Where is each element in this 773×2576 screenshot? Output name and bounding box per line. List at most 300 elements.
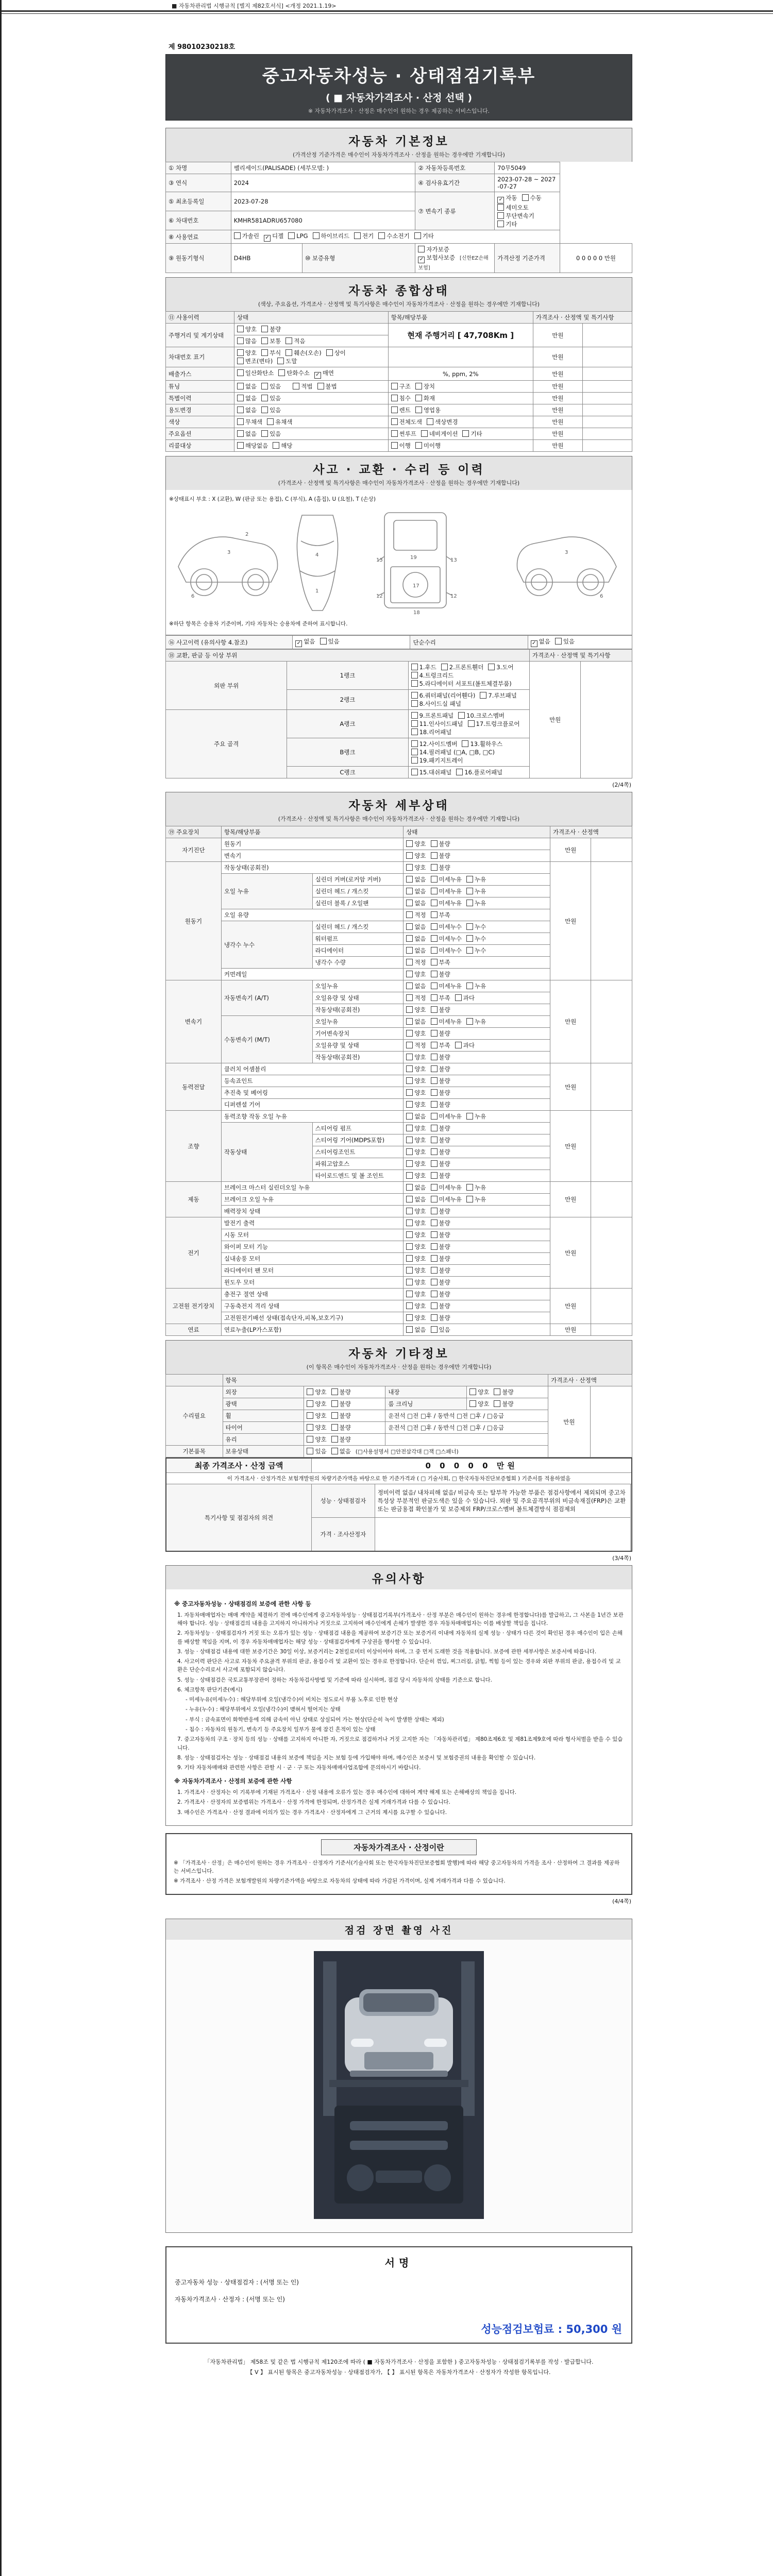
notice-item: 4. 사고이력 판단은 사고로 자동차 주요골격 부위의 판금, 용접수리 및 교환이 있는 경우로 한정합니다. 단순히 꺾임, 찌그러짐, 긁힘, 찍힘 등이 있는 경우와 외판 부위의 판금, 용접수리 및 교환은 단순수리로서 사고에 포함되지 않습니다.	[177, 1658, 621, 1673]
checkbox-불량[interactable]: 불량	[431, 1065, 450, 1073]
checkbox-매연[interactable]: ✓ 매연	[314, 369, 334, 379]
checkbox-box-icon	[431, 994, 438, 1001]
checkbox-box-icon	[431, 840, 438, 847]
checkbox-일산화탄소[interactable]: 일산화탄소	[237, 369, 274, 377]
checkbox-많음[interactable]: 많음	[237, 337, 257, 345]
checkbox-불량[interactable]: 불량	[431, 1266, 450, 1275]
checkbox-없음[interactable]: 없음	[237, 430, 257, 438]
checkbox-불량[interactable]: 불량	[431, 1160, 450, 1168]
checkbox-box-icon	[431, 982, 438, 989]
checkbox-양호[interactable]: 양호	[406, 1314, 426, 1322]
section-detail-title: 자동차 세부상태	[348, 799, 449, 812]
checkbox-썬루프[interactable]: 썬루프	[391, 430, 416, 438]
detail-price-unit: 만원	[550, 1324, 591, 1336]
checkbox-5.라디에이터 서포트(볼트체결부품)[interactable]: 5.라디에이터 서포트(볼트체결부품)	[411, 680, 512, 688]
checkbox-없음[interactable]: 없음	[406, 1112, 426, 1121]
checkbox-없음[interactable]: 없음	[406, 875, 426, 884]
summary-row-item	[388, 381, 533, 393]
checkbox-불량[interactable]: 불량	[431, 1255, 450, 1263]
summary-row-item	[388, 393, 533, 404]
checkbox-적정[interactable]: 적정	[406, 911, 426, 919]
photo-section-header	[165, 1919, 632, 1940]
checkbox-box-icon	[431, 959, 438, 965]
checkbox-양호[interactable]: 양호	[406, 1100, 426, 1109]
checkbox-상이[interactable]: 상이	[326, 349, 346, 357]
checkbox-양호[interactable]: 양호	[406, 1077, 426, 1085]
checkbox-없음[interactable]: 없음	[406, 982, 426, 990]
checkbox-양호[interactable]: 양호	[406, 1290, 426, 1298]
checkbox-없음[interactable]: 없음	[406, 1195, 426, 1204]
checkbox-탄화수소[interactable]: 탄화수소	[278, 369, 309, 377]
checkbox-불량[interactable]: 불량	[431, 1089, 450, 1097]
checkbox-불량[interactable]: 불량	[431, 1278, 450, 1286]
detail-state-options	[404, 1158, 550, 1170]
detail-item-label: 클러치 어셈블리	[221, 1063, 403, 1075]
checkbox-양호[interactable]: 양호	[307, 1388, 326, 1396]
checkbox-양호[interactable]: 양호	[406, 852, 426, 860]
checkbox-box-icon	[331, 1424, 338, 1431]
checkbox-적정[interactable]: 적정	[406, 1041, 426, 1049]
svg-text:4: 4	[315, 552, 319, 558]
detail-item-label: 실린더 헤드 / 개스킷	[312, 886, 404, 897]
notice-subitem: - 부식 : 금속표면이 화학반응에 의해 금속이 아닌 상태로 상실되어 가는 현상(단순히 녹이 발생한 상태는 제외)	[186, 1716, 444, 1723]
checkbox-불량[interactable]: 불량	[431, 1148, 450, 1156]
notice-item: 9. 기타 자동차매매와 관련한 사항은 관할 시 · 군 · 구 또는 자동차매매사업조합에 문의하시기 바랍니다.	[177, 1765, 421, 1771]
summary-price-unit: 만원	[533, 393, 582, 404]
checkbox-불량[interactable]: 불량	[431, 1100, 450, 1109]
page-title: 중고자동차성능 · 상태점검기록부	[262, 66, 536, 87]
checkbox-해당없음[interactable]: 해당없음	[237, 442, 268, 450]
detail-remark	[591, 1324, 632, 1336]
etc-item-empty	[385, 1434, 548, 1446]
checkbox-불법[interactable]: 불법	[317, 382, 337, 391]
checkbox-해당[interactable]: 해당	[273, 442, 292, 450]
checkbox-디젤[interactable]: ✓ 디젤	[264, 232, 283, 242]
checkbox-box-icon	[431, 888, 438, 894]
checkbox-LPG[interactable]: LPG	[288, 232, 308, 240]
checkbox-누유[interactable]: 누유	[466, 887, 486, 895]
checkbox-양호[interactable]: 양호	[406, 970, 426, 978]
checkbox-미세누수[interactable]: 미세누수	[431, 935, 462, 943]
checkbox-불량[interactable]: 불량	[431, 852, 450, 860]
checkbox-불량[interactable]: 불량	[431, 1207, 450, 1215]
checkbox-불량[interactable]: 불량	[331, 1435, 351, 1444]
checkbox-양호[interactable]: 양호	[307, 1435, 326, 1444]
detail-sub-label: 냉각수 누수	[221, 921, 312, 969]
checkbox-box-icon	[466, 1018, 473, 1025]
checkbox-부족[interactable]: 부족	[431, 1041, 450, 1049]
checkbox-누유[interactable]: 누유	[466, 1112, 486, 1121]
checkbox-보통[interactable]: 보통	[261, 337, 281, 345]
checkbox-누수[interactable]: 누수	[466, 935, 486, 943]
checkbox-양호[interactable]: 양호	[406, 1278, 426, 1286]
checkbox-도말[interactable]: 도말	[277, 357, 297, 365]
detail-col-price: 가격조사 · 산정액	[550, 826, 632, 838]
checkbox-19.패키지트레이[interactable]: 19.패키지트레이	[411, 756, 463, 765]
checkbox-box-icon	[406, 1279, 413, 1285]
checkbox-양호[interactable]: 양호	[406, 1255, 426, 1263]
checkbox-보험사보증[interactable]: ✓ 보험사보증	[418, 253, 455, 263]
checkbox-미세누유[interactable]: 미세누유	[431, 1018, 462, 1026]
checkbox-전기[interactable]: 전기	[354, 232, 374, 240]
checkbox-불량[interactable]: 불량	[331, 1423, 351, 1432]
checkbox-있음[interactable]: 있음	[320, 637, 340, 646]
detail-state-options	[404, 1087, 550, 1099]
checkbox-미세누수[interactable]: 미세누수	[431, 923, 462, 931]
checkbox-불량[interactable]: 불량	[431, 840, 450, 848]
checkbox-양호[interactable]: 양호	[406, 1207, 426, 1215]
checkbox-box-icon	[406, 1243, 413, 1250]
checkbox-box-icon	[406, 1255, 413, 1262]
checkbox-부식[interactable]: 부식	[261, 349, 281, 357]
checkbox-유채색[interactable]: 유채색	[267, 418, 292, 426]
summary-price-unit: 만원	[533, 381, 582, 393]
checkbox-영업용[interactable]: 영업용	[415, 406, 441, 414]
checkbox-미세누유[interactable]: 미세누유	[431, 982, 462, 990]
checkbox-수소전기[interactable]: 수소전기	[378, 232, 409, 240]
checkbox-불량[interactable]: 불량	[431, 1219, 450, 1227]
checkbox-과다[interactable]: 과다	[455, 1041, 475, 1049]
checkbox-있음[interactable]: 있음	[261, 430, 281, 438]
checkbox-훼손(오손)[interactable]: 훼손(오손)	[285, 349, 321, 357]
checkbox-없음[interactable]: 없음	[406, 887, 426, 895]
checkbox-미세누유[interactable]: 미세누유	[431, 1112, 462, 1121]
checkbox-양호[interactable]: 양호	[469, 1388, 489, 1396]
checkbox-양호[interactable]: 양호	[307, 1400, 326, 1408]
checkbox-양호[interactable]: 양호	[469, 1400, 489, 1408]
checkbox-무단변속기[interactable]: 무단변속기	[497, 212, 534, 220]
checkbox-불량[interactable]: 불량	[431, 1077, 450, 1085]
engine-type-label: ⑨ 원동기형식	[166, 244, 231, 273]
checkbox-양호[interactable]: 양호	[406, 1065, 426, 1073]
checkbox-양호[interactable]: 양호	[406, 1302, 426, 1310]
detail-price-unit: 만원	[550, 980, 591, 1063]
checkbox-네비게이션[interactable]: 네비게이션	[421, 430, 458, 438]
checkbox-box-icon	[431, 1137, 438, 1143]
checkbox-자동[interactable]: ✓ 자동	[497, 194, 517, 204]
checkbox-없음[interactable]: 없음	[406, 899, 426, 907]
checkbox-렌트[interactable]: 렌트	[391, 406, 411, 414]
checkbox-양호[interactable]: 양호	[406, 1172, 426, 1180]
checkbox-box-icon	[462, 430, 469, 437]
detail-state-options	[404, 957, 550, 969]
svg-text:19: 19	[410, 555, 417, 561]
checkbox-양호[interactable]: 양호	[406, 840, 426, 848]
section-notice-title: 유의사항	[372, 1572, 426, 1586]
checkbox-과다[interactable]: 과다	[455, 994, 475, 1002]
checkbox-기타[interactable]: 기타	[414, 232, 434, 240]
checkbox-부족[interactable]: 부족	[431, 911, 450, 919]
checkbox-양호[interactable]: 양호	[406, 1029, 426, 1038]
svg-text:17: 17	[413, 583, 419, 589]
notice-subitem: - 침수 : 자동차의 원동기, 변속기 등 주요장치 일부가 물에 잠긴 흔적이 있는 상태	[186, 1726, 376, 1733]
checkbox-9.프론트패널[interactable]: 9.프론트패널	[411, 711, 454, 720]
checkbox-적정[interactable]: 적정	[406, 994, 426, 1002]
checkbox-구조[interactable]: 구조	[391, 382, 411, 391]
checkbox-불량[interactable]: 불량	[431, 863, 450, 872]
checkbox-없음[interactable]: ✓ 없음	[531, 637, 550, 647]
etc-item-a-options	[304, 1434, 385, 1446]
detail-state-options	[404, 874, 550, 886]
summary-price-unit: 만원	[533, 367, 582, 381]
checkbox-box-icon	[466, 982, 473, 989]
checkbox-box-icon	[494, 1388, 500, 1395]
checkbox-불량[interactable]: 불량	[431, 1029, 450, 1038]
checkbox-무채색[interactable]: 무채색	[237, 418, 262, 426]
checkbox-없음[interactable]: ✓ 없음	[295, 637, 315, 647]
checkbox-전체도색[interactable]: 전체도색	[391, 418, 422, 426]
checkbox-양호[interactable]: 양호	[406, 1231, 426, 1239]
remarks-appraiser-text	[375, 1518, 630, 1551]
checkbox-누유[interactable]: 누유	[466, 1195, 486, 1204]
checkbox-12.사이드멤버[interactable]: 12.사이드멤버	[411, 740, 458, 748]
checkbox-하이브리드[interactable]: 하이브리드	[313, 232, 350, 240]
checkbox-box-icon	[406, 876, 413, 883]
checkbox-불량[interactable]: 불량	[431, 1314, 450, 1322]
section-summary-header	[165, 277, 632, 311]
detail-item-label: 기어변속장치	[312, 1028, 404, 1040]
panel-parts	[408, 767, 529, 778]
checkbox-화재[interactable]: 화재	[415, 394, 435, 402]
checkbox-없음[interactable]: 없음	[237, 394, 257, 402]
checkbox-8.사이드실 패널[interactable]: 8.사이드실 패널	[411, 700, 461, 708]
checkbox-18.리어패널[interactable]: 18.리어패널	[411, 728, 452, 736]
checkbox-13.휠하우스[interactable]: 13.휠하우스	[462, 740, 502, 748]
checkbox-불량[interactable]: 불량	[261, 325, 281, 333]
detail-device-label: 원동기	[166, 862, 222, 980]
checkbox-불량[interactable]: 불량	[431, 1053, 450, 1061]
checkbox-미세누유[interactable]: 미세누유	[431, 887, 462, 895]
checkbox-양호[interactable]: 양호	[406, 1160, 426, 1168]
checkbox-양호[interactable]: 양호	[406, 1243, 426, 1251]
checkbox-적음[interactable]: 적음	[285, 337, 305, 345]
checkbox-색상변경[interactable]: 색상변경	[427, 418, 458, 426]
checkbox-불량[interactable]: 불량	[431, 1136, 450, 1144]
detail-col-state: 상태	[404, 826, 550, 838]
checkbox-box-icon	[431, 1077, 438, 1084]
detail-state-options	[404, 1253, 550, 1265]
checkbox-양호[interactable]: 양호	[406, 1136, 426, 1144]
summary-row-item	[388, 428, 533, 440]
checkbox-양호[interactable]: 양호	[406, 1089, 426, 1097]
checkbox-양호[interactable]: 양호	[406, 1266, 426, 1275]
checkbox-box-icon	[406, 971, 413, 977]
checkbox-불량[interactable]: 불량	[431, 1302, 450, 1310]
checkbox-미세누유[interactable]: 미세누유	[431, 899, 462, 907]
page-subtitle: ( ■ 자동차가격조사 · 산정 선택 )	[325, 92, 473, 104]
section-accident-note: (가격조사 · 산정액 및 특기사항은 매수인이 자동차가격조사 · 산정을 원하는 경우에만 기재합니다)	[278, 480, 520, 486]
checkbox-1.후드[interactable]: 1.후드	[411, 663, 436, 671]
detail-state-options	[404, 1229, 550, 1241]
checkbox-box-icon	[431, 1125, 438, 1131]
checkbox-box-icon	[462, 740, 468, 747]
detail-price-unit: 만원	[550, 1217, 591, 1289]
detail-state-options	[404, 1052, 550, 1063]
checkbox-양호[interactable]: 양호	[307, 1423, 326, 1432]
checkbox-없음[interactable]: 없음	[237, 406, 257, 414]
checkbox-box-icon	[261, 430, 268, 437]
notice-part2-title: ※ 자동차가격조사 · 산정의 보증에 관한 사항	[174, 1777, 292, 1785]
summary-row-label: 특별이력	[166, 393, 234, 404]
checkbox-있음[interactable]: 있음	[261, 394, 281, 402]
detail-state-table	[165, 826, 632, 1336]
checkbox-누수[interactable]: 누수	[466, 946, 486, 955]
checkbox-가솔린[interactable]: 가솔린	[234, 232, 259, 240]
checkbox-box-icon	[411, 728, 418, 735]
document-number: 제 98010230218호	[169, 43, 236, 51]
checkbox-적법[interactable]: 적법	[293, 382, 312, 391]
checkbox-box-icon	[431, 947, 438, 954]
svg-text:13: 13	[450, 557, 457, 563]
checkbox-미세누유[interactable]: 미세누유	[431, 875, 462, 884]
summary-col-use: ⑪ 사용이력	[166, 312, 234, 324]
checkbox-변조(변타)[interactable]: 변조(변타)	[237, 357, 273, 365]
checkbox-부족[interactable]: 부족	[431, 958, 450, 967]
checkbox-양호[interactable]: 양호	[237, 349, 257, 357]
summary-row-state	[234, 440, 388, 452]
checkbox-없음[interactable]: 없음	[406, 1183, 426, 1192]
detail-state-options	[404, 933, 550, 945]
checkbox-17.트렁크플로어[interactable]: 17.트렁크플로어	[468, 720, 520, 728]
engine-type-value: D4HB	[231, 244, 302, 273]
checkbox-box-icon	[406, 888, 413, 894]
section-summary-note: (색상, 주요옵션, 가격조사 · 산정액 및 특기사항은 매수인이 자동차가격조사 · 산정을 원하는 경우에만 기재합니다)	[258, 301, 540, 308]
checkbox-box-icon	[237, 326, 244, 332]
checkbox-불량[interactable]: 불량	[331, 1388, 351, 1396]
checkbox-7.루브패널[interactable]: 7.루브패널	[480, 691, 516, 700]
checkbox-불량[interactable]: 불량	[331, 1400, 351, 1408]
checkbox-적정[interactable]: 적정	[406, 958, 426, 967]
detail-item-label: 오일유량 및 상태	[312, 992, 404, 1004]
summary-row-item	[388, 416, 533, 428]
detail-remark	[591, 838, 632, 862]
checkbox-box-icon	[406, 911, 413, 918]
summary-state	[165, 311, 632, 452]
checkbox-box-icon	[261, 406, 268, 413]
summary-col-price: 가격조사 · 산정액 및 특기사항	[533, 312, 632, 324]
detail-item-label: 실린더 블록 / 오일팬	[312, 897, 404, 909]
checkbox-box-icon	[431, 1089, 438, 1096]
checkbox-누유[interactable]: 누유	[466, 982, 486, 990]
checkbox-불량[interactable]: 불량	[431, 1006, 450, 1014]
checkbox-11.인사이드패널[interactable]: 11.인사이드패널	[411, 720, 463, 728]
checkbox-장치[interactable]: 장치	[415, 382, 435, 391]
checkbox-양호[interactable]: 양호	[406, 1053, 426, 1061]
checkbox-box-icon	[317, 383, 324, 389]
checkbox-부족[interactable]: 부족	[431, 994, 450, 1002]
checkbox-10.크로스멤버[interactable]: 10.크로스멤버	[458, 711, 505, 720]
checkbox-침수[interactable]: 침수	[391, 394, 411, 402]
checkbox-양호[interactable]: 양호	[406, 1006, 426, 1014]
checkbox-box-icon	[406, 947, 413, 954]
checkbox-box-icon	[431, 852, 438, 859]
checkbox-15.대쉬패널[interactable]: 15.대쉬패널	[411, 768, 452, 776]
checkbox-16.플로어패널[interactable]: 16.플로어패널	[456, 768, 502, 776]
remarks-label: 특기사항 및 점검자의 의견	[166, 1484, 312, 1552]
checkbox-없음[interactable]: 없음	[406, 923, 426, 931]
detail-item-label: 오일누유	[312, 1016, 404, 1028]
checkbox-불량[interactable]: 불량	[431, 1124, 450, 1132]
checkbox-불량[interactable]: 불량	[431, 1172, 450, 1180]
checkbox-있음[interactable]: 있음	[307, 1447, 326, 1455]
etc-info-table	[165, 1374, 632, 1458]
title-banner	[165, 54, 632, 121]
checkbox-양호[interactable]: 양호	[406, 863, 426, 872]
detail-item-label: 변속기	[221, 850, 403, 862]
checkbox-4.트렁크리드[interactable]: 4.트렁크리드	[411, 671, 454, 680]
fuel-label: ⑧ 사용연료	[166, 230, 231, 244]
checkbox-불량[interactable]: 불량	[431, 970, 450, 978]
checkbox-2.프론트휀더[interactable]: 2.프론트휀더	[441, 663, 484, 671]
section-accident-title: 사고 · 교환 · 수리 등 이력	[313, 463, 485, 477]
checkbox-누유[interactable]: 누유	[466, 1018, 486, 1026]
checkbox-불량[interactable]: 불량	[494, 1388, 513, 1396]
checkbox-없음[interactable]: 없음	[237, 382, 257, 391]
checkbox-6.쿼터패널(리어휀다)[interactable]: 6.쿼터패널(리어휀다)	[411, 691, 476, 700]
checkbox-있음[interactable]: 있음	[261, 382, 281, 391]
checkbox-누유[interactable]: 누유	[466, 1183, 486, 1192]
checkbox-box-icon	[431, 1054, 438, 1060]
checkbox-양호[interactable]: 양호	[307, 1412, 326, 1420]
checkbox-box-icon	[237, 337, 244, 344]
checkbox-없음[interactable]: 없음	[406, 1326, 426, 1334]
checkbox-기타[interactable]: 기타	[462, 430, 482, 438]
checkbox-box-icon	[391, 406, 398, 413]
checkbox-미이행[interactable]: 미이행	[415, 442, 441, 450]
checkbox-불량[interactable]: 불량	[431, 1243, 450, 1251]
checkbox-양호[interactable]: 양호	[406, 1148, 426, 1156]
signature-box	[165, 2246, 632, 2344]
first-reg-value: 2023-07-28	[231, 192, 415, 211]
section-etc-header	[165, 1340, 632, 1374]
etc-basic-options	[304, 1446, 548, 1458]
checkbox-있음[interactable]: 있음	[555, 637, 575, 646]
checkbox-미세누유[interactable]: 미세누유	[431, 1195, 462, 1204]
checkbox-box-icon	[427, 418, 433, 425]
checkbox-불량[interactable]: 불량	[494, 1400, 513, 1408]
checkbox-14.필러패널 (□A, □B, □C)[interactable]: 14.필러패널 (□A, □B, □C)	[411, 748, 495, 756]
checkbox-누유[interactable]: 누유	[466, 875, 486, 884]
checkbox-누수[interactable]: 누수	[466, 923, 486, 931]
mileage-current	[388, 324, 533, 347]
checkbox-기타[interactable]: 기타	[497, 220, 517, 228]
checkbox-불량[interactable]: 불량	[431, 1231, 450, 1239]
checkbox-세미오토[interactable]: 세미오토	[497, 204, 528, 212]
checkbox-없음[interactable]: 없음	[406, 946, 426, 955]
checkbox-누유[interactable]: 누유	[466, 899, 486, 907]
checkbox-양호[interactable]: 양호	[406, 1219, 426, 1227]
checkbox-없음[interactable]: 없음	[331, 1447, 351, 1455]
checkbox-있음[interactable]: 있음	[431, 1326, 450, 1334]
checkbox-미세누수[interactable]: 미세누수	[431, 946, 462, 955]
checkbox-있음[interactable]: 있음	[261, 406, 281, 414]
checkbox-자가보증[interactable]: 자가보증	[418, 245, 449, 253]
checkbox-불량[interactable]: 불량	[331, 1412, 351, 1420]
svg-text:12: 12	[376, 594, 383, 599]
notice-item: 3. 매수인은 가격조사 · 산정 결과에 이의가 있는 경우 가격조사 · 산정자에게 그 근거의 제시를 요구할 수 있습니다.	[177, 1809, 447, 1816]
checkbox-box-icon	[406, 1184, 413, 1191]
checkbox-없음[interactable]: 없음	[406, 1018, 426, 1026]
checkbox-불량[interactable]: 불량	[431, 1290, 450, 1298]
checkbox-수동[interactable]: 수동	[522, 194, 542, 202]
checkbox-3.도어[interactable]: 3.도어	[488, 663, 513, 671]
checkbox-미세누유[interactable]: 미세누유	[431, 1183, 462, 1192]
checkbox-없음[interactable]: 없음	[406, 935, 426, 943]
checkbox-이행[interactable]: 이행	[391, 442, 411, 450]
checkbox-양호[interactable]: 양호	[237, 325, 257, 333]
checkbox-box-icon	[391, 383, 398, 389]
checkbox-양호[interactable]: 양호	[406, 1124, 426, 1132]
